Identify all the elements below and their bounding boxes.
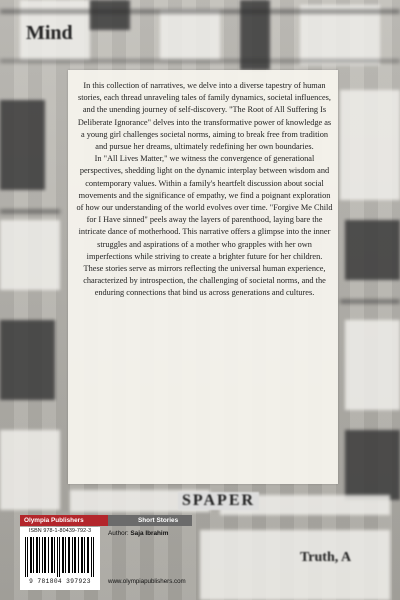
blurb-paragraph: In this collection of narratives, we delve into a diverse tapestry of human stories, each thread unraveling tales of family dynamics, societal influences, and the unending journey of self-discovery. "The Root of All Suffering Is Deliberate Ignorance" delves into the transformative power of knowledge as a young girl challenges societal norms, aiming to break free from tradition and pursue her dreams, ultimately redefining her own boundaries. <box>77 81 332 152</box>
newspaper-clipping <box>200 530 390 600</box>
newspaper-clipping <box>160 10 220 60</box>
newspaper-clipping <box>340 90 400 200</box>
author-label: Author: <box>108 530 129 537</box>
newspaper-clipping <box>0 320 55 400</box>
genre-label: Short Stories <box>108 515 192 526</box>
decorative-line <box>0 10 400 13</box>
newspaper-clipping <box>345 320 400 410</box>
newspaper-clipping <box>0 100 45 190</box>
newspaper-clipping <box>300 5 380 65</box>
author-name: Saja Ibrahim <box>130 530 169 537</box>
publisher-website: www.olympiapublishers.com <box>108 578 186 585</box>
newspaper-headline-word: Mind <box>26 22 73 44</box>
blurb-text <box>76 80 333 300</box>
author-line <box>108 530 168 537</box>
blurb-paragraph: In "All Lives Matter," we witness the convergence of generational perspectives, shedding light on the dynamic interplay between wisdom and contemporary values. Within a family's heartfelt discussion about social movements and the significance of empathy, we find a poignant exploration of how our understanding of the world evolves over time. "Forgive Me Child for I Have sinned" peels away the layers of parenthood, laying bare the intricate dance of motherhood. This narrative offers a glimpse into the inner struggles and aspirations of a mother who grapples with her own imperfections while striving to create a brighter future for her children. These stories serve as mirrors reflecting the universal human experience, characterized by introspection, the challenging of societal norms, and the enduring connections that bind us across generations and cultures. <box>76 154 333 298</box>
newspaper-clipping <box>345 430 400 500</box>
newspaper-clipping <box>345 220 400 280</box>
isbn-text: ISBN 978-1-80439-792-3 <box>28 528 92 534</box>
barcode-icon <box>24 537 96 577</box>
decorative-line <box>0 60 400 62</box>
decorative-line <box>340 300 400 303</box>
barcode-number: 9 781804 397923 <box>29 578 91 585</box>
newspaper-clipping <box>0 220 60 290</box>
decorative-line <box>0 210 60 213</box>
publisher-label: Olympia Publishers <box>20 515 108 526</box>
newspaper-headline-word: Truth, A <box>300 550 352 565</box>
newspaper-headline-word: SPAPER <box>178 492 259 510</box>
newspaper-clipping <box>0 430 60 510</box>
newspaper-clipping <box>90 0 130 30</box>
